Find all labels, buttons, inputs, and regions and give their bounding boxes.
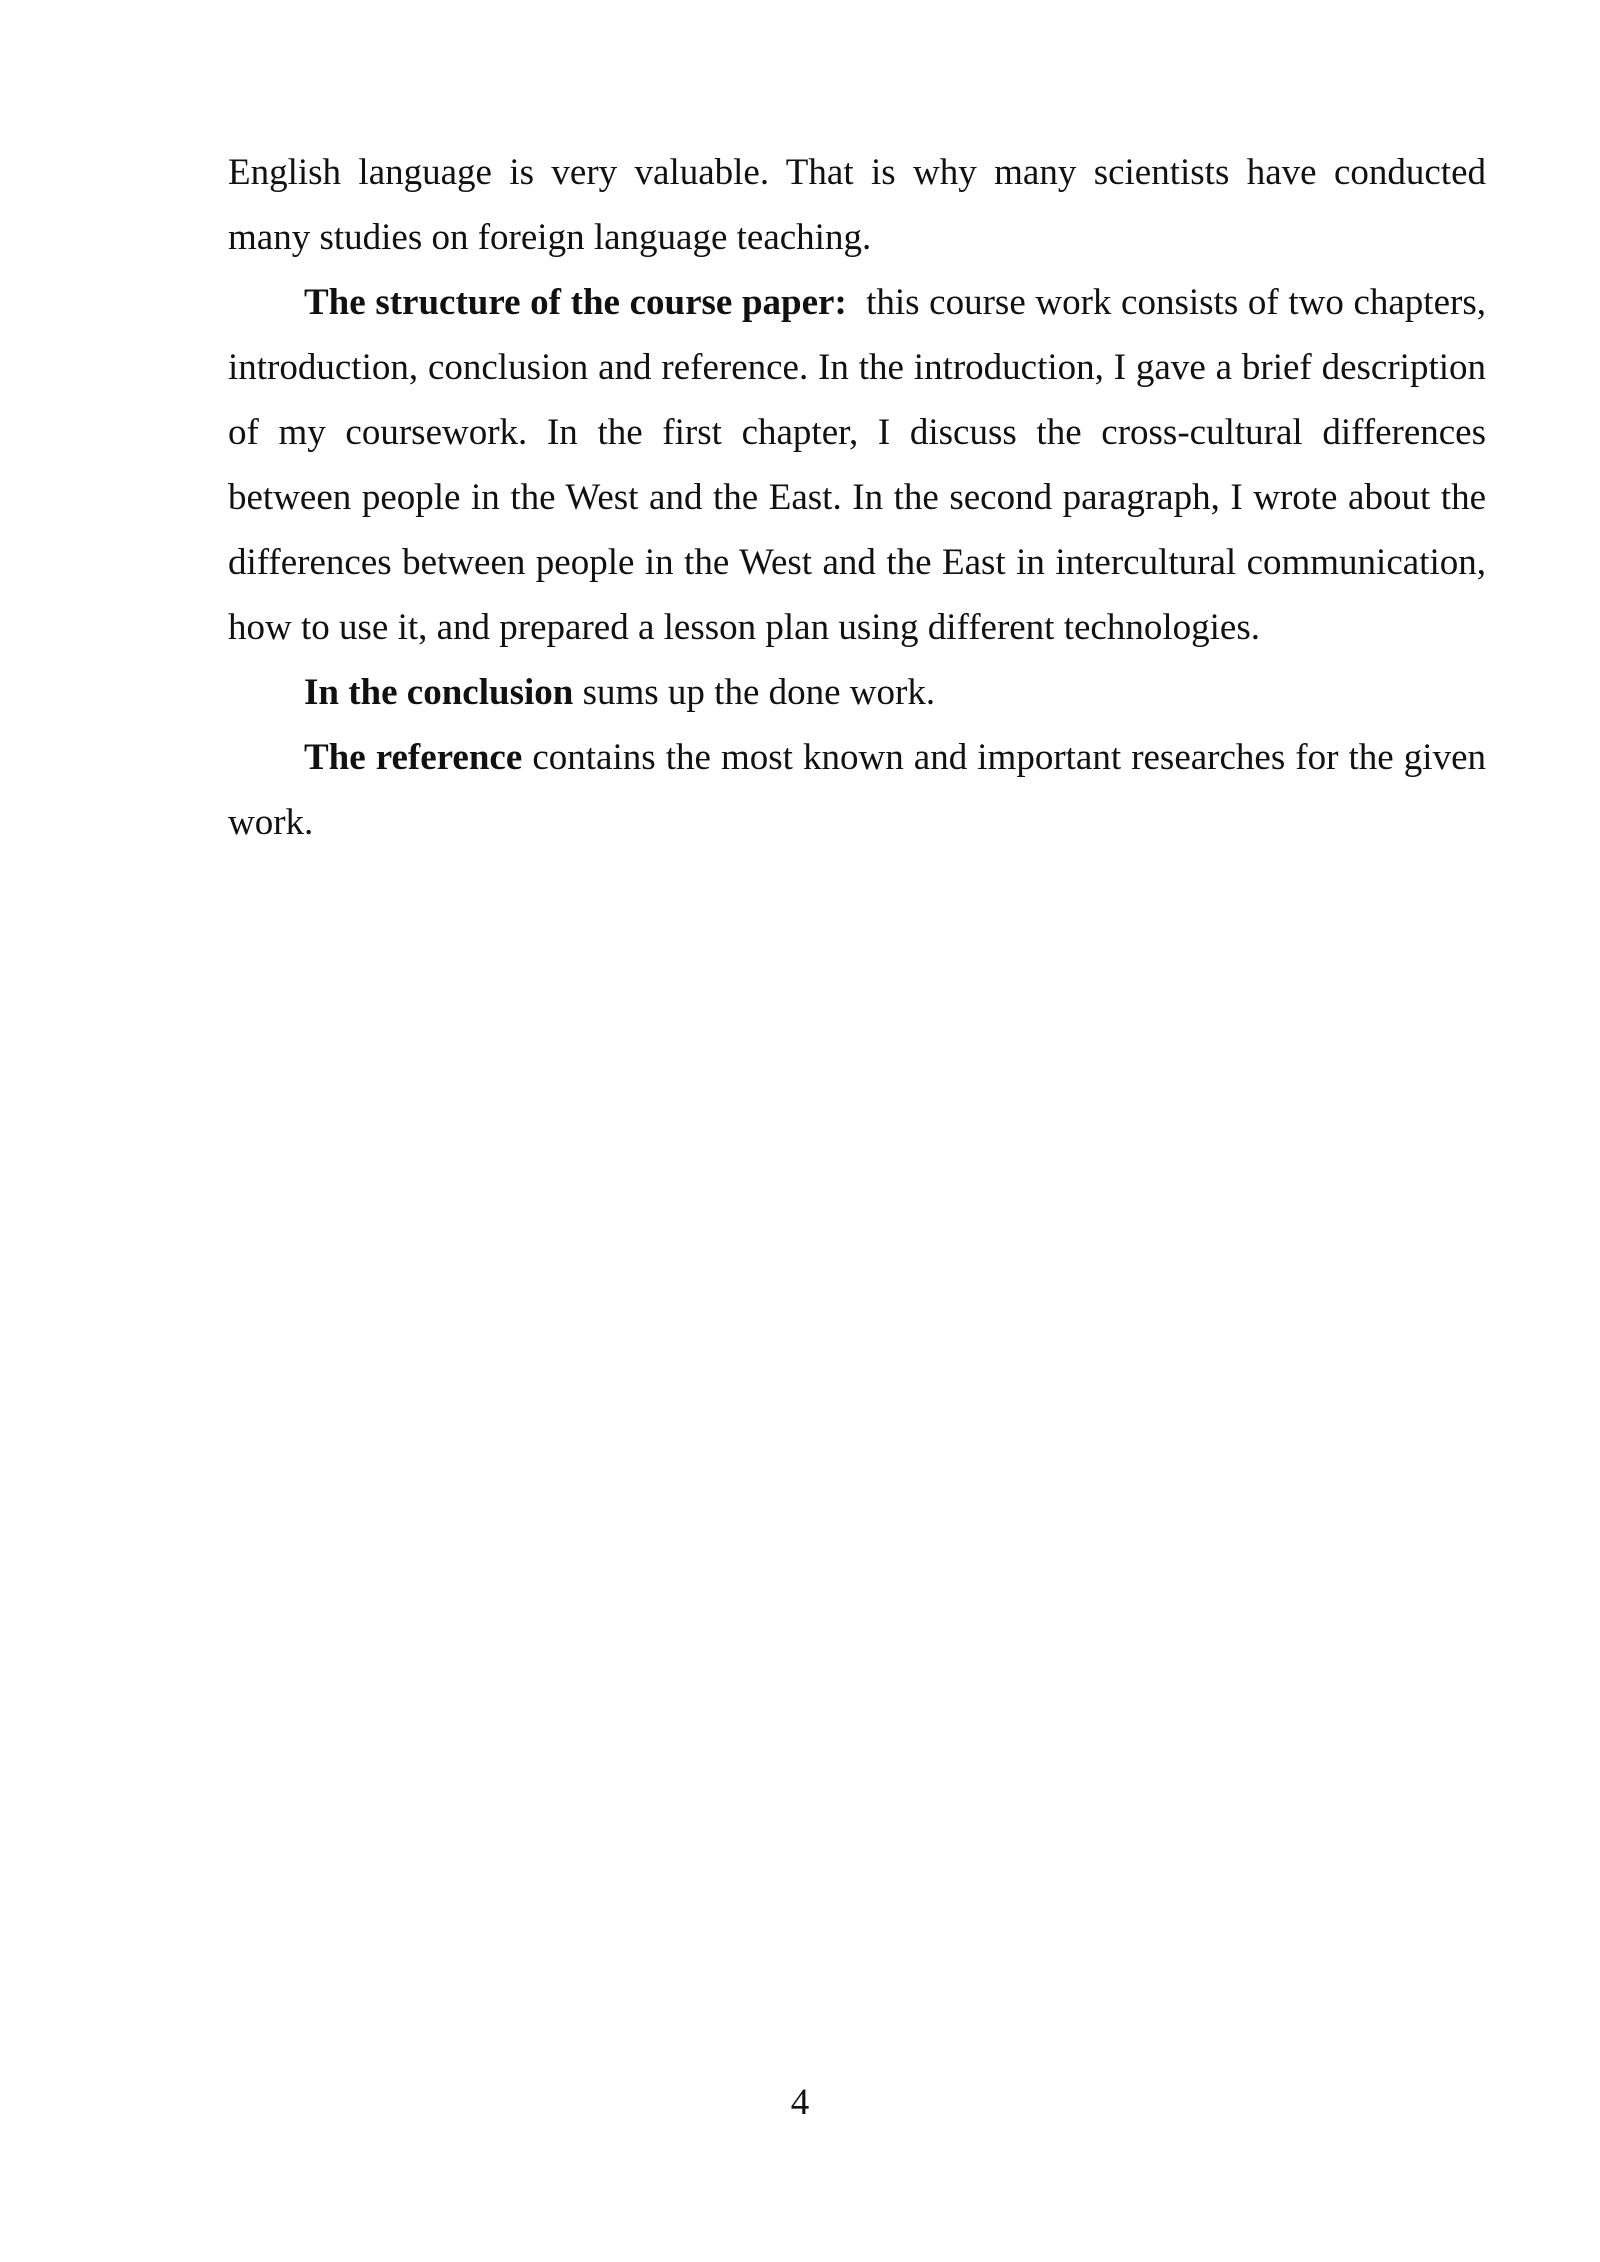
page-number: 4 [790, 2082, 810, 2123]
document-body [228, 140, 1496, 855]
paragraph-reference [228, 725, 1486, 855]
paragraph-text: sums up the done work. [573, 672, 936, 713]
paragraph-text: contains the most known and important researches for the given work. [228, 737, 1486, 843]
paragraph-conclusion [228, 660, 1486, 725]
paragraph-text: English language is very valuable. That is why many scientists have conducted many studies on foreign language teaching. [228, 152, 1486, 258]
paragraph-text: this course work consists of two chapters, introduction, conclusion and reference. In the introduction, I gave a brief description of my coursework. In the first chapter, I discuss the cross-cultural differences between people in the West and the East. In the second paragraph, I wrote about the differences between people in the West and the East in intercultural communication, how to use it, and prepared a lesson plan using different technologies. [228, 282, 1496, 648]
paragraph-intro-continuation [228, 140, 1486, 270]
paragraph-lead: The structure of the course paper: [304, 282, 847, 323]
paragraph-lead: The reference [304, 737, 523, 778]
paragraph-lead: In the conclusion [304, 672, 574, 713]
paragraph-structure [228, 270, 1496, 660]
